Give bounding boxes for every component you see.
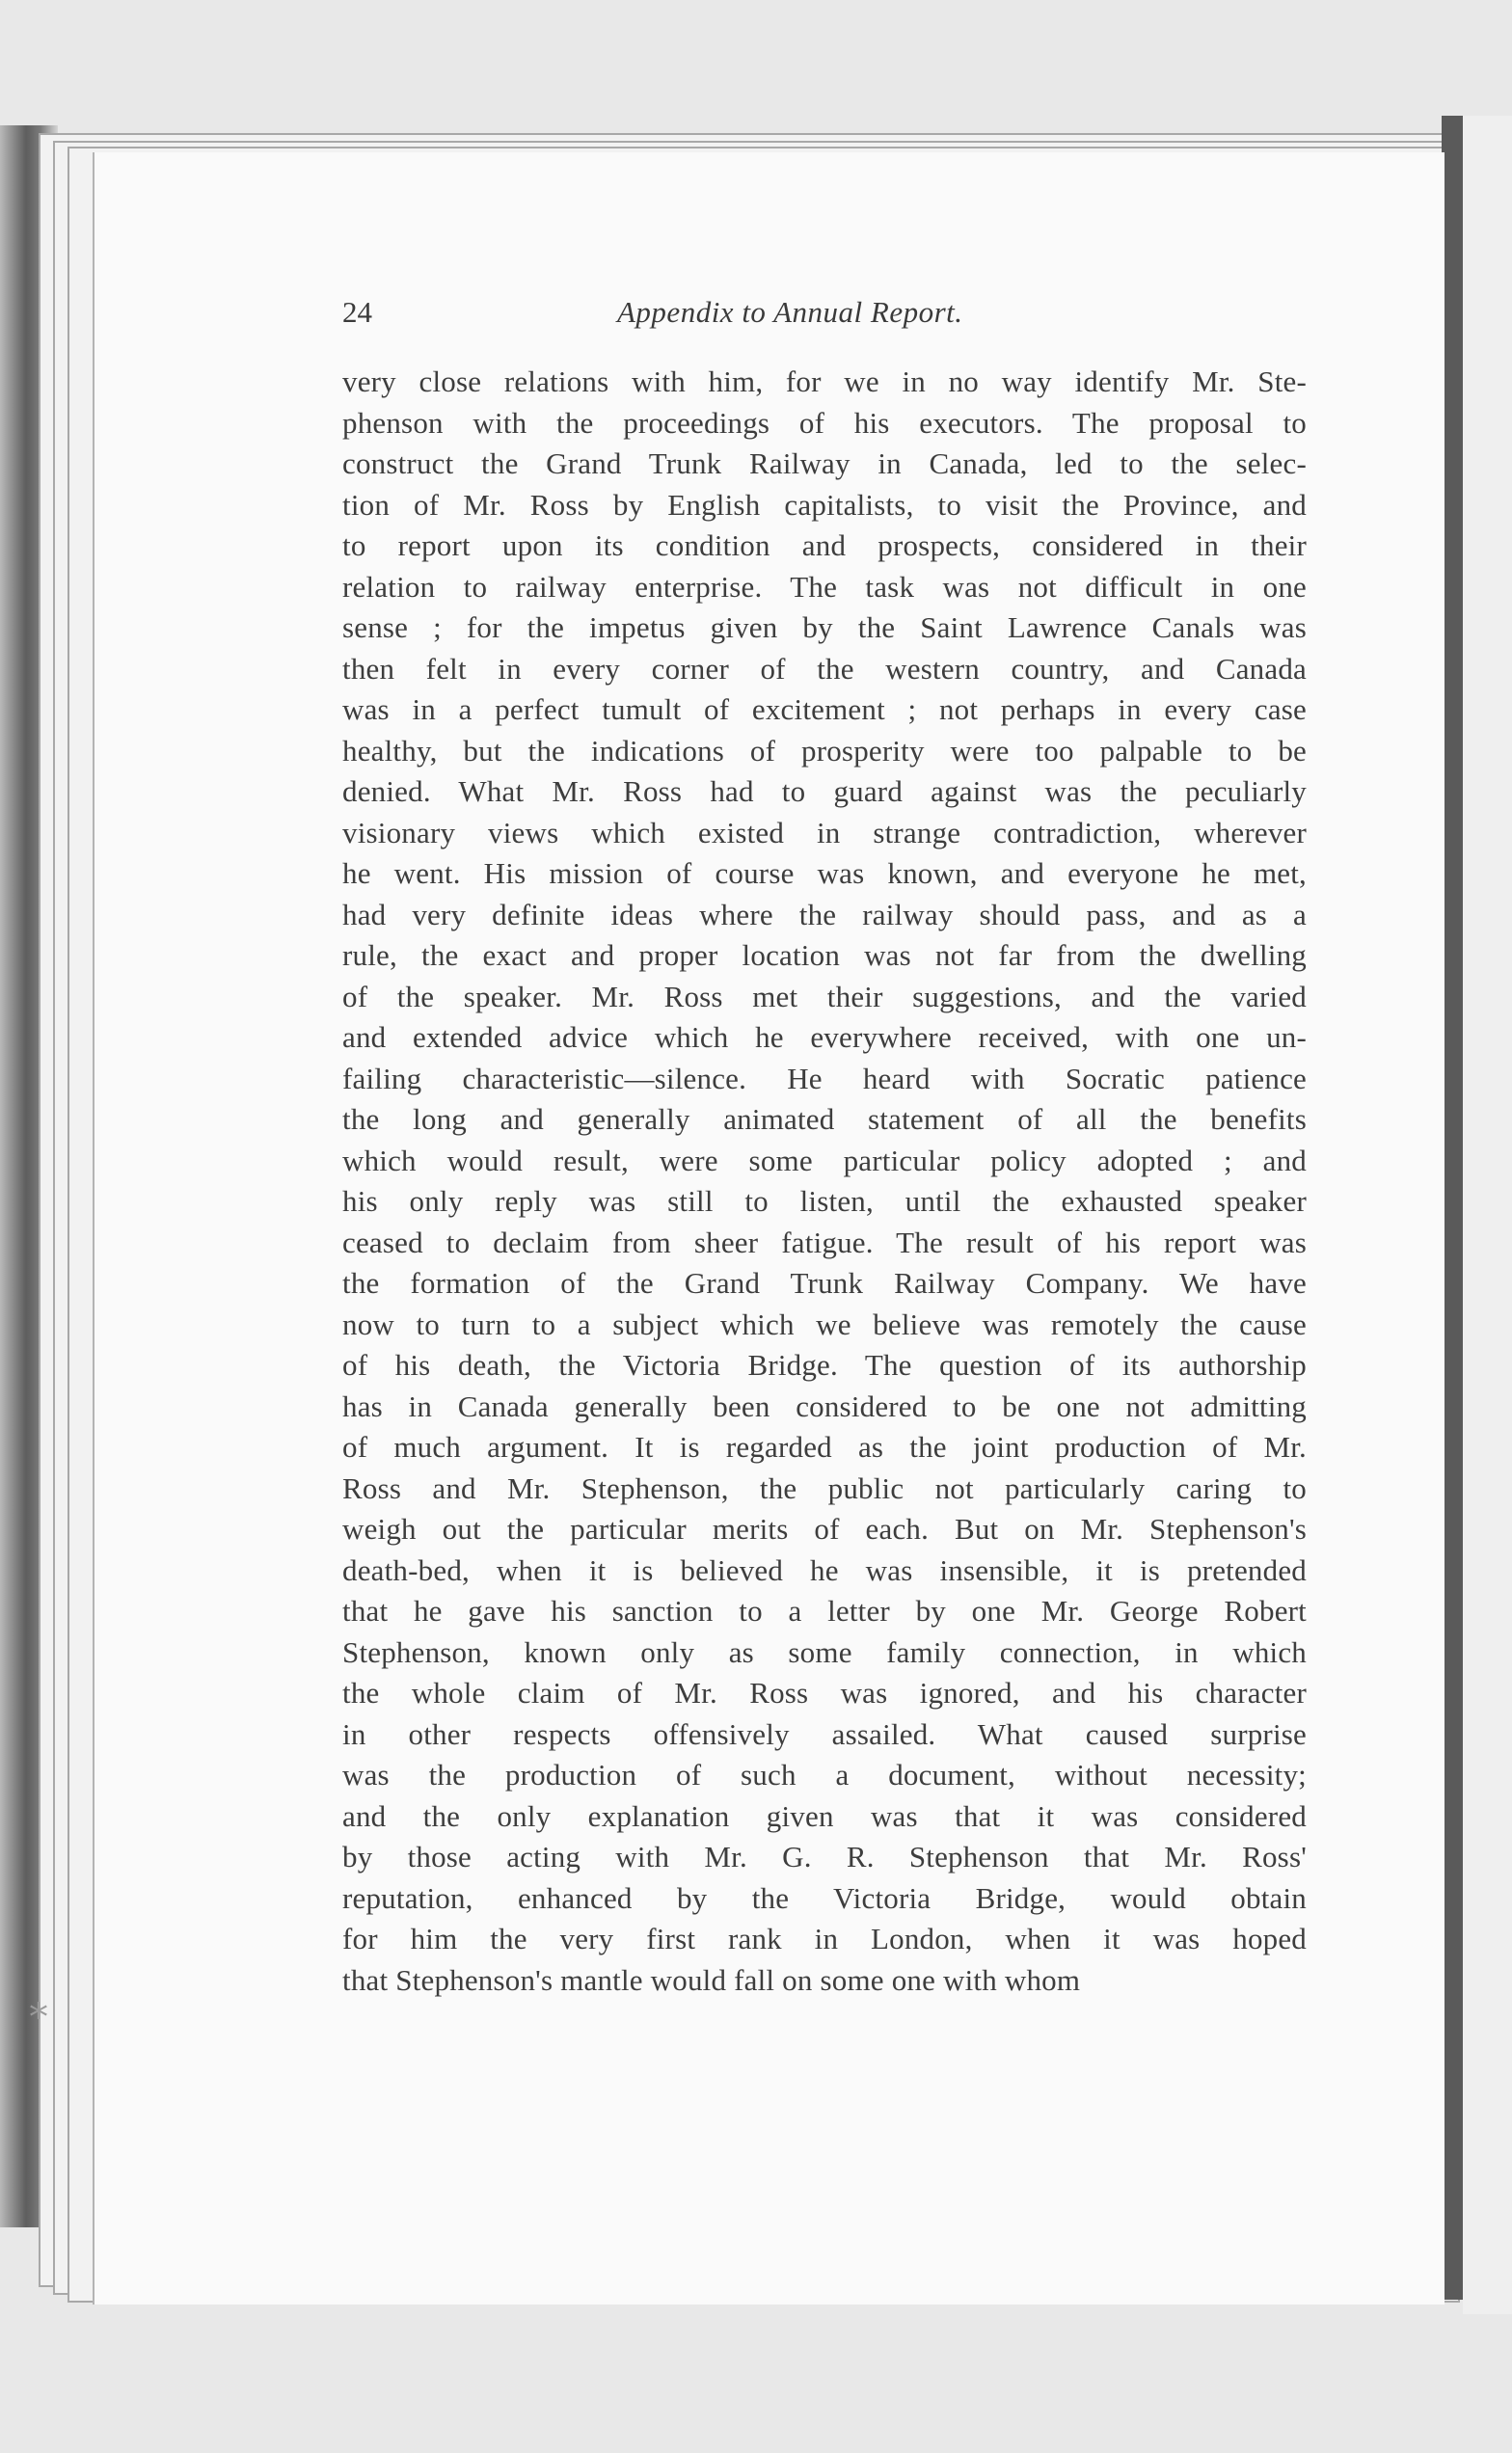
text-line: healthy, but the indications of prosperity were too palpable to be: [342, 733, 1307, 768]
text-line: that he gave his sanction to a letter by one Mr. George Robert: [342, 1594, 1307, 1628]
text-line: in other respects offensively assailed. What caused surprise: [342, 1716, 1307, 1751]
text-line: Stephenson, known only as some family connection, in which: [342, 1634, 1307, 1669]
text-line: failing characteristic—silence. He heard with Socratic patience: [342, 1061, 1307, 1095]
text-line: was the production of such a document, without necessity;: [342, 1758, 1307, 1792]
text-line: tion of Mr. Ross by English capitalists, to visit the Province, and: [342, 487, 1307, 522]
text-line: the formation of the Grand Trunk Railway Company. We have: [342, 1266, 1307, 1300]
page-header: [342, 295, 1307, 345]
text-line: that Stephenson's mantle would fall on some one with whom: [342, 1962, 1081, 1997]
text-line: then felt in every corner of the western country, and Canada: [342, 651, 1307, 686]
gutter-shadow: [1442, 116, 1463, 2300]
text-line: for him the very first rank in London, when it was hoped: [342, 1922, 1307, 1955]
text-line: construct the Grand Trunk Railway in Canada, led to the selec-: [342, 446, 1307, 480]
text-line: and the only explanation given was that it was considered: [342, 1798, 1307, 1833]
text-line: denied. What Mr. Ross had to guard against was the peculiarly: [342, 774, 1307, 808]
text-line: to report upon its condition and prospects, considered in their: [342, 528, 1307, 562]
text-line: of his death, the Victoria Bridge. The question of its authorship: [342, 1348, 1307, 1382]
text-line: rule, the exact and proper location was not far from the dwelling: [342, 938, 1307, 972]
text-line: visionary views which existed in strange contradiction, wherever: [342, 815, 1307, 849]
text-line: he went. His mission of course was known, and everyone he met,: [342, 856, 1307, 890]
text-line: sense ; for the impetus given by the Saint Lawrence Canals was: [342, 610, 1307, 644]
body-text: [342, 362, 1307, 2001]
margin-mark-icon: ⁎: [29, 1983, 48, 2027]
running-head: Appendix to Annual Report.: [617, 295, 963, 329]
text-line: ceased to declaim from sheer fatigue. The result of his report was: [342, 1225, 1307, 1259]
text-line: the long and generally animated statement of all the benefits: [342, 1102, 1307, 1136]
text-line: weigh out the particular merits of each. But on Mr. Stephenson's: [342, 1512, 1307, 1546]
text-line: his only reply was still to listen, until the exhausted speaker: [342, 1184, 1307, 1218]
text-line: death-bed, when it is believed he was insensible, it is pretended: [342, 1552, 1307, 1587]
text-line: was in a perfect tumult of excitement ; not perhaps in every case: [342, 692, 1307, 726]
text-line: of much argument. It is regarded as the joint production of Mr.: [342, 1430, 1307, 1464]
text-line: by those acting with Mr. G. R. Stephenson that Mr. Ross': [342, 1840, 1307, 1873]
text-line: which would result, were some particular policy adopted ; and: [342, 1143, 1307, 1177]
text-line: now to turn to a subject which we believe was remotely the cause: [342, 1307, 1307, 1341]
page-number: 24: [342, 295, 372, 329]
text-line: had very definite ideas where the railway should pass, and as a: [342, 897, 1307, 931]
text-line: Ross and Mr. Stephenson, the public not particularly caring to: [342, 1470, 1307, 1505]
text-line: reputation, enhanced by the Victoria Bridge, would obtain: [342, 1880, 1307, 1915]
text-line: phenson with the proceedings of his executors. The proposal to: [342, 405, 1307, 440]
text-line: has in Canada generally been considered to be one not admitting: [342, 1388, 1307, 1423]
text-line: and extended advice which he everywhere received, with one un-: [342, 1020, 1307, 1054]
text-line: very close relations with him, for we in no way identify Mr. Ste-: [342, 364, 1307, 398]
text-line: of the speaker. Mr. Ross met their suggestions, and the varied: [342, 979, 1307, 1013]
facing-page-edge: [1463, 116, 1512, 2314]
text-line: the whole claim of Mr. Ross was ignored, and his character: [342, 1676, 1307, 1710]
text-line: relation to railway enterprise. The task was not difficult in one: [342, 569, 1307, 604]
